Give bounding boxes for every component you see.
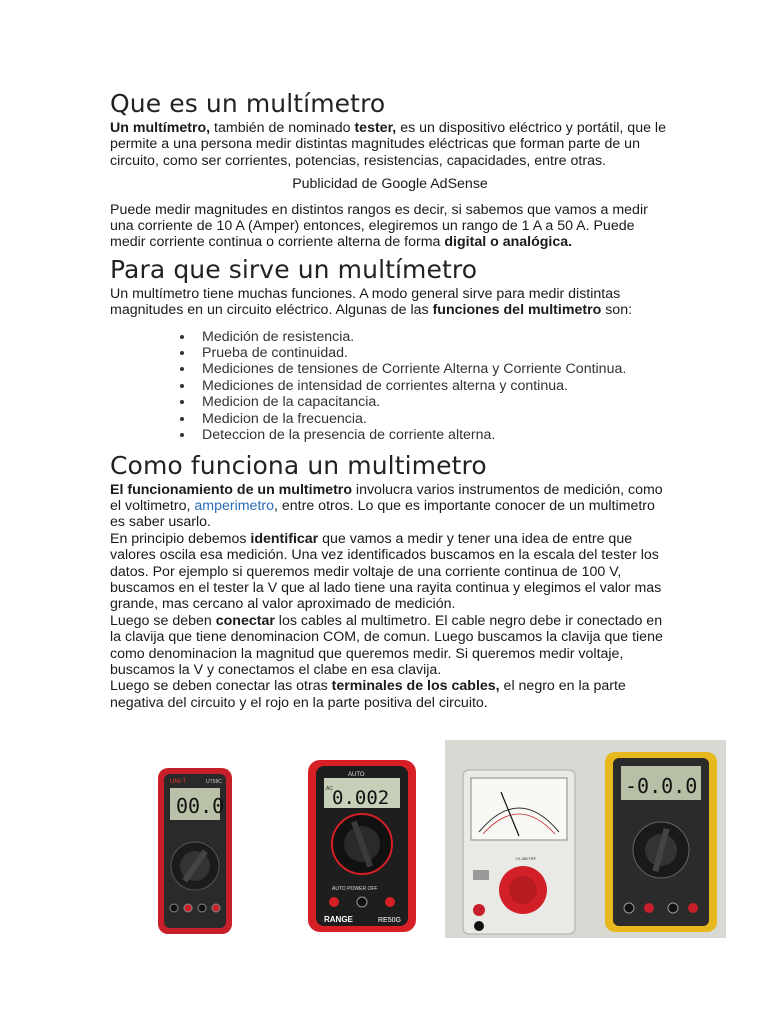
multimeter-unit-illustration xyxy=(110,756,280,936)
text: Luego se deben xyxy=(110,612,216,629)
multimeter-photo-analog-digital xyxy=(445,740,726,938)
adsense-label: Publicidad de Google AdSense xyxy=(292,176,488,193)
unit-display: 00.0 xyxy=(176,794,225,818)
list-item: Medicion de la frecuencia. xyxy=(202,411,670,427)
functions-list xyxy=(110,329,670,444)
text: los cables al multimetro. El cable negro debe ir conectado en la clavija que tiene denominacion COM, de comun. Luego buscamos la clavija que tiene como denominacion la magnitud que queremos medir. Si queremos medir voltaje, buscamos la V y conectamos el clabe en esa clavija. xyxy=(110,612,663,678)
text: involucra varios instrumentos de medición, como el voltimetro, xyxy=(110,481,663,514)
text: que vamos a medir y tener una idea de entre que valores oscila esa medición. Una vez identificados buscamos en la escala del tester los datos. Por ejemplo si queremos medir voltaje de una corriente continua de 100 V, buscamos en el tester la V que al lado tiene una rayita continua y elegimos el valor mas grande, mas cercano al valor aproximado de medición. xyxy=(110,530,662,613)
paragraph-conectar xyxy=(110,613,670,679)
list-item: Medicion de la capacitancia. xyxy=(202,394,670,410)
analog-label: YX-360TRF xyxy=(515,856,537,861)
unit-model: UT58C xyxy=(206,779,222,785)
range-model: RE50G xyxy=(378,917,401,924)
paragraph-identificar xyxy=(110,531,670,613)
multimeter-photo-unit xyxy=(110,756,280,936)
paragraph-funcionamiento xyxy=(110,482,670,531)
range-brand: RANGE xyxy=(324,915,353,924)
range-display: 0.002 xyxy=(332,787,390,809)
multimeter-images xyxy=(110,740,726,938)
list-item: Mediciones de tensiones de Corriente Alterna y Corriente Continua. xyxy=(202,361,670,377)
multimeter-photo-range xyxy=(290,750,440,936)
text: son: xyxy=(601,302,633,319)
heading-para-que: Para que sirve un multímetro xyxy=(110,254,478,284)
text: En principio debemos xyxy=(110,530,251,547)
range-power-label: AUTO POWER OFF xyxy=(332,886,378,892)
digital-display: -0.0.0 xyxy=(625,774,698,798)
multimeter-range-illustration xyxy=(290,750,440,936)
list-item: Deteccion de la presencia de corriente alterna. xyxy=(202,427,670,443)
list-item: Mediciones de intensidad de corrientes alterna y continua. xyxy=(202,378,670,394)
paragraph-funciones xyxy=(110,286,670,319)
paragraph-definition xyxy=(110,120,670,169)
text: , entre otros. Lo que es importante conocer de un multimetro es saber usarlo. xyxy=(110,497,655,531)
bold-tester: tester, xyxy=(354,120,397,136)
unit-brand: UNI-T xyxy=(170,779,186,785)
text: el negro en la parte negativa del circuito y el rojo en la parte positiva del circuito. xyxy=(110,678,626,711)
text: Luego se deben conectar las otras xyxy=(110,678,332,695)
heading-como-funciona: Como funciona un multimetro xyxy=(110,450,487,480)
paragraph-rangos xyxy=(110,202,670,251)
bold-funciones: funciones del multimetro xyxy=(432,302,602,319)
range-ac: AC xyxy=(326,786,333,792)
bold-funcionamiento: El funcionamiento de un multimetro xyxy=(110,481,352,498)
paragraph-terminales xyxy=(110,678,670,711)
heading-que-es: Que es un multímetro xyxy=(110,89,386,118)
bold-multimetro: Un multímetro, xyxy=(110,120,211,136)
range-auto: AUTO xyxy=(348,772,365,778)
text: es un dispositivo eléctrico y portátil, que le permite a una persona medir distintas magnitudes eléctricas que forman parte de un circuito, como ser corrientes, potencias, resistencias, capacidades, entre otras. xyxy=(110,120,666,169)
document-page xyxy=(110,88,670,711)
text: Un multímetro tiene muchas funciones. A modo general sirve para medir distintas magnitudes en un circuito eléctrico. Algunas de las xyxy=(110,285,621,319)
analog-digital-illustration xyxy=(445,740,726,938)
amperimetro-link[interactable]: amperimetro xyxy=(194,497,275,514)
bold-conectar: conectar xyxy=(215,612,275,629)
text: también de nominado xyxy=(210,120,355,136)
bold-identificar: identificar xyxy=(250,530,319,547)
text: Puede medir magnitudes en distintos rangos es decir, si sabemos que vamos a medir una corriente de 10 A (Amper) entonces, elegiremos un rango de 1 A a 50 A. Puede medir corriente continua o corriente alterna de forma xyxy=(110,201,648,251)
list-item: Prueba de continuidad. xyxy=(202,345,670,361)
bold-digital: digital o analógica. xyxy=(444,234,573,251)
bold-terminales: terminales de los cables, xyxy=(331,678,500,695)
list-item: Medición de resistencia. xyxy=(202,329,670,345)
